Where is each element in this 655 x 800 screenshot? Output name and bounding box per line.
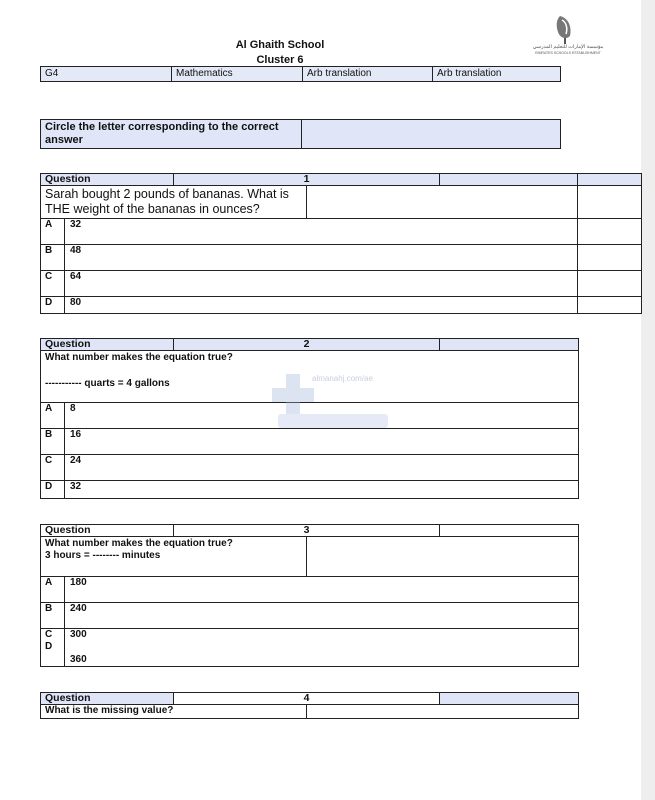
option-value: 32	[65, 219, 578, 245]
institution-logo	[528, 14, 608, 58]
info-row	[40, 66, 561, 82]
empty-cell	[578, 245, 642, 271]
question-3-table	[40, 524, 579, 667]
option-value: 180	[65, 577, 579, 603]
empty-cell	[578, 219, 642, 245]
option-letter[interactable]: B	[41, 429, 65, 455]
question-1-table	[40, 173, 642, 314]
question-text: What is the missing value?	[41, 705, 307, 719]
header-cell	[440, 693, 579, 705]
option-letter[interactable]: C	[41, 455, 65, 481]
option-letter[interactable]: D	[41, 481, 65, 499]
empty-cell	[578, 186, 642, 219]
subject-cell: Mathematics	[172, 67, 303, 81]
option-value: 32	[65, 481, 579, 499]
option-values-cd	[65, 629, 579, 667]
translation-cell	[307, 537, 579, 577]
question-number: 4	[174, 693, 440, 705]
header-cell	[578, 174, 642, 186]
question-text	[41, 537, 307, 577]
question-text-line: What number makes the equation true?	[45, 352, 233, 363]
translation-cell-2: Arb translation	[437, 68, 502, 79]
translation-cell	[307, 705, 579, 719]
option-value: 240	[65, 603, 579, 629]
question-number: 3	[174, 525, 440, 537]
option-value: 300	[70, 629, 87, 640]
option-letter[interactable]: D	[41, 297, 65, 314]
option-value: 64	[65, 271, 578, 297]
grade-cell: G4	[41, 67, 172, 81]
option-letter[interactable]: B	[41, 245, 65, 271]
option-letter[interactable]: A	[41, 403, 65, 429]
question-label: Question	[41, 339, 174, 351]
question-number: 2	[174, 339, 440, 351]
school-name: Al Ghaith School	[235, 39, 325, 51]
cluster-label: Cluster 6	[256, 54, 304, 66]
question-label: Question	[41, 525, 174, 537]
empty-cell	[578, 297, 642, 314]
header-cell	[440, 174, 578, 186]
instruction-translation-cell	[302, 120, 560, 148]
option-letters-cd[interactable]	[41, 629, 65, 667]
question-text: Sarah bought 2 pounds of bananas. What is THE weight of the bananas in ounces?	[41, 186, 307, 219]
watermark-text: almanahj.com/ae	[312, 374, 373, 383]
empty-cell	[578, 271, 642, 297]
question-equation: ----------- quarts = 4 gallons	[45, 378, 170, 389]
option-value: 8	[65, 403, 579, 429]
question-equation: 3 hours = -------- minutes	[45, 550, 161, 561]
instruction-box	[40, 119, 561, 149]
page-edge	[641, 0, 655, 800]
option-letter[interactable]: A	[41, 219, 65, 245]
question-text-line: What number makes the equation true?	[45, 538, 233, 549]
option-letter[interactable]: A	[41, 577, 65, 603]
header-cell	[440, 525, 579, 537]
option-value: 16	[65, 429, 579, 455]
question-text	[41, 351, 579, 403]
logo-subtext: EMIRATES SCHOOLS ESTABLISHMENT	[535, 51, 601, 55]
translation-cell	[307, 186, 578, 219]
header-cell	[440, 339, 579, 351]
option-value: 360	[70, 654, 87, 665]
option-letter[interactable]: C	[45, 629, 53, 640]
option-letter[interactable]: C	[41, 271, 65, 297]
option-value: 24	[65, 455, 579, 481]
option-letter[interactable]: D	[45, 641, 53, 652]
question-number: 1	[174, 174, 440, 186]
option-value: 80	[65, 297, 578, 314]
option-letter[interactable]: B	[41, 603, 65, 629]
question-label: Question	[41, 174, 174, 186]
translation-cell-1: Arb translation	[303, 67, 433, 81]
question-4-table	[40, 692, 579, 719]
question-label: Question	[41, 693, 174, 705]
question-2-table	[40, 338, 579, 499]
logo-text: مؤسسة الإمارات للتعليم المدرسي	[532, 44, 604, 50]
instruction-text: Circle the letter corresponding to the correct answer	[41, 120, 302, 148]
option-value: 48	[65, 245, 578, 271]
